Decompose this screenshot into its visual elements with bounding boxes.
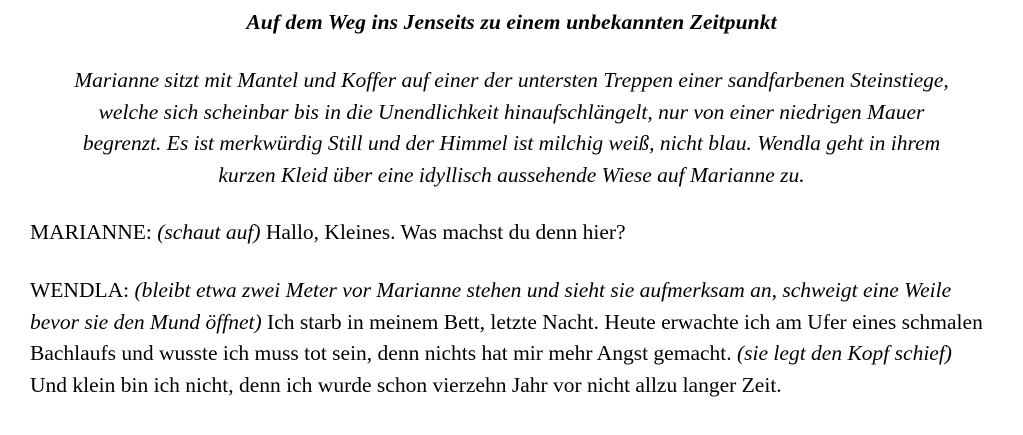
stage-cue-wendla-2: (sie legt den Kopf schief) (731, 341, 952, 366)
speaker-name-marianne: MARIANNE: (30, 220, 152, 245)
stage-direction-paragraph: Marianne sitzt mit Mantel und Koffer auf einer der untersten Treppen einer sandfarbenen Steinstiege, welche sich scheinbar bis in die Unendlichkeit hinaufschlängelt, nur von einer niedrigen Mauer begrenzt. Es ist merkwürdig Still und der Himmel ist milchig weiß, nicht blau. Wendla geht in ihrem kurzen Kleid über eine idyllisch aussehende Wiese auf Marianne zu. (74, 68, 949, 187)
dialogue-text-wendla-2: Und klein bin ich nicht, denn ich wurde schon vierzehn Jahr vor nicht allzu langer Zeit. (30, 372, 782, 397)
dialogue-text-marianne-1: Hallo, Kleines. Was machst du denn hier? (260, 220, 626, 245)
stage-cue-marianne-1: (schaut auf) (151, 220, 261, 245)
speaker-name-wendla: WENDLA: (30, 277, 130, 302)
dialogue-line-wendla (30, 275, 993, 401)
stage-cue-wendla-1: (bleibt etwa zwei Meter vor Marianne stehen und sieht sie aufmerksam an, schweigt eine Weile bevor sie den Mund öffnet) (30, 277, 952, 334)
dialogue-text-wendla-1: Ich starb in meinem Bett, letzte Nacht. Heute erwachte ich am Ufer eines schmalen Bachlaufs und wusste ich muss tot sein, denn nichts hat mir mehr Angst gemacht. (30, 309, 983, 366)
page-title: Auf dem Weg ins Jenseits zu einem unbekannten Zeitpunkt (246, 10, 777, 34)
dialogue-line-marianne (30, 217, 993, 249)
